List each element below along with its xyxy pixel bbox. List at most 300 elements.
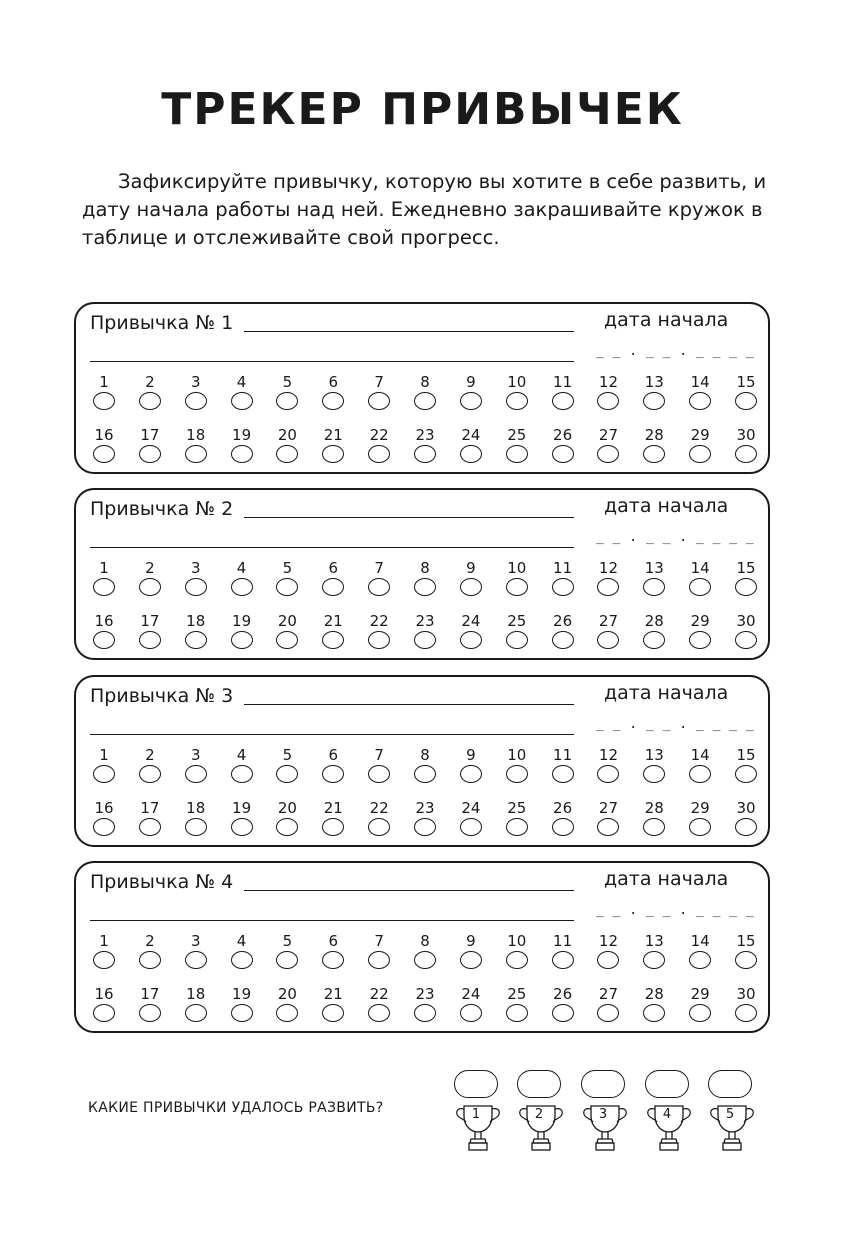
trophy-name-field[interactable] <box>645 1070 689 1098</box>
day-number: 13 <box>644 373 664 391</box>
day-cell <box>181 933 211 977</box>
day-circle[interactable] <box>93 578 115 596</box>
day-number: 6 <box>328 559 339 577</box>
day-cell <box>548 747 578 791</box>
day-number: 14 <box>690 746 710 764</box>
day-cell <box>593 374 623 418</box>
day-number: 4 <box>236 559 247 577</box>
day-number: 1 <box>99 373 109 391</box>
day-number: 12 <box>598 932 618 950</box>
day-number: 24 <box>461 612 481 630</box>
day-cell <box>639 374 669 418</box>
day-number: 16 <box>94 799 114 817</box>
day-cell <box>456 986 486 1030</box>
day-cell <box>456 560 486 604</box>
day-circle[interactable] <box>597 1004 619 1022</box>
day-circle[interactable] <box>322 392 344 410</box>
day-circle[interactable] <box>368 445 390 463</box>
day-number: 8 <box>420 559 430 577</box>
day-cell <box>731 933 761 977</box>
day-cell <box>502 800 532 844</box>
day-circle[interactable] <box>231 578 253 596</box>
day-circle[interactable] <box>368 818 390 836</box>
day-cell <box>685 560 715 604</box>
day-circle[interactable] <box>552 445 574 463</box>
day-circle[interactable] <box>276 578 298 596</box>
day-number: 7 <box>374 559 384 577</box>
day-circle[interactable] <box>689 445 711 463</box>
day-cell <box>272 986 302 1030</box>
day-cell <box>135 933 165 977</box>
day-circle[interactable] <box>231 818 253 836</box>
day-circle[interactable] <box>552 392 574 410</box>
day-circle[interactable] <box>643 578 665 596</box>
day-number: 3 <box>190 746 201 764</box>
day-cell <box>364 427 394 471</box>
day-cell <box>227 986 257 1030</box>
page-title: ТРЕКЕР ПРИВЫЧЕК <box>161 84 684 135</box>
day-number: 3 <box>190 559 201 577</box>
day-circle[interactable] <box>643 765 665 783</box>
day-number: 6 <box>328 373 339 391</box>
day-circle[interactable] <box>231 392 253 410</box>
habit-name-line[interactable] <box>244 331 574 332</box>
day-circle[interactable] <box>185 818 207 836</box>
day-cell <box>548 374 578 418</box>
day-cell <box>548 800 578 844</box>
day-cell <box>548 560 578 604</box>
day-cell <box>639 800 669 844</box>
intro-text: Зафиксируйте привычку, которую вы хотите в себе развить, и дату начала работы над ней. Ежедневно закрашивайте кружок в таблице и отслеживайте свой прогресс. <box>82 170 767 249</box>
day-circle[interactable] <box>139 765 161 783</box>
day-cell <box>410 613 440 657</box>
day-circle[interactable] <box>552 578 574 596</box>
day-cell <box>135 560 165 604</box>
day-circle[interactable] <box>735 578 757 596</box>
day-circle[interactable] <box>735 818 757 836</box>
day-circle[interactable] <box>139 631 161 649</box>
day-circle[interactable] <box>185 951 207 969</box>
day-cell <box>502 560 532 604</box>
day-number: 24 <box>461 985 481 1003</box>
day-number: 1 <box>99 746 109 764</box>
day-row <box>89 427 761 471</box>
day-cell <box>364 613 394 657</box>
day-number: 30 <box>736 612 756 630</box>
day-circle[interactable] <box>139 578 161 596</box>
day-circle[interactable] <box>506 445 528 463</box>
day-number: 18 <box>186 799 206 817</box>
day-number: 14 <box>690 559 710 577</box>
day-circle[interactable] <box>368 1004 390 1022</box>
day-circle[interactable] <box>689 1004 711 1022</box>
day-circle[interactable] <box>597 765 619 783</box>
day-circle[interactable] <box>689 631 711 649</box>
day-cell <box>318 800 348 844</box>
day-number: 1 <box>99 932 109 950</box>
day-circle[interactable] <box>93 631 115 649</box>
day-circle[interactable] <box>139 951 161 969</box>
day-circle[interactable] <box>552 765 574 783</box>
day-circle[interactable] <box>552 631 574 649</box>
day-circle[interactable] <box>643 445 665 463</box>
day-circle[interactable] <box>322 1004 344 1022</box>
day-circle[interactable] <box>276 951 298 969</box>
day-circle[interactable] <box>643 951 665 969</box>
day-circle[interactable] <box>460 765 482 783</box>
day-circle[interactable] <box>93 818 115 836</box>
day-number: 4 <box>236 373 247 391</box>
day-circle[interactable] <box>460 951 482 969</box>
day-circle[interactable] <box>185 445 207 463</box>
habit-name-line[interactable] <box>244 517 574 518</box>
habit-name-line-2[interactable] <box>90 547 574 548</box>
day-cell <box>593 560 623 604</box>
day-cell <box>685 427 715 471</box>
day-cell <box>548 933 578 977</box>
day-circle[interactable] <box>185 765 207 783</box>
day-cell <box>456 800 486 844</box>
day-cell <box>135 747 165 791</box>
day-number: 26 <box>553 612 573 630</box>
day-row <box>89 613 761 657</box>
day-circle[interactable] <box>368 631 390 649</box>
day-cell <box>548 427 578 471</box>
trophy-number: 1 <box>471 1107 481 1122</box>
day-circle[interactable] <box>643 1004 665 1022</box>
day-circle[interactable] <box>322 818 344 836</box>
day-circle[interactable] <box>93 1004 115 1022</box>
day-circle[interactable] <box>689 392 711 410</box>
day-cell <box>410 374 440 418</box>
day-cell <box>410 427 440 471</box>
start-date-field[interactable]: _ _ . _ _ . _ _ _ _ <box>596 903 755 918</box>
day-number: 27 <box>598 612 618 630</box>
day-circle[interactable] <box>460 445 482 463</box>
day-circle[interactable] <box>414 392 436 410</box>
day-number: 24 <box>461 426 481 444</box>
day-circle[interactable] <box>597 951 619 969</box>
day-circle[interactable] <box>139 1004 161 1022</box>
day-cell <box>318 427 348 471</box>
day-number: 5 <box>282 932 293 950</box>
day-circle[interactable] <box>185 392 207 410</box>
day-circle[interactable] <box>552 1004 574 1022</box>
day-circle[interactable] <box>322 631 344 649</box>
day-number: 10 <box>507 746 527 764</box>
day-circle[interactable] <box>735 1004 757 1022</box>
day-number: 27 <box>598 426 618 444</box>
day-cell <box>89 933 119 977</box>
day-number: 25 <box>507 799 527 817</box>
day-cell <box>502 374 532 418</box>
habit-name-line-2[interactable] <box>90 361 574 362</box>
day-circle[interactable] <box>414 1004 436 1022</box>
day-number: 13 <box>644 746 664 764</box>
day-number: 18 <box>186 612 206 630</box>
day-number: 17 <box>140 426 160 444</box>
day-number: 27 <box>598 799 618 817</box>
day-number: 5 <box>282 746 293 764</box>
day-circle[interactable] <box>231 445 253 463</box>
day-circle[interactable] <box>322 578 344 596</box>
day-cell <box>364 933 394 977</box>
trophy-number: 3 <box>598 1107 608 1122</box>
day-number: 22 <box>369 426 389 444</box>
day-circle[interactable] <box>93 951 115 969</box>
day-circle[interactable] <box>506 818 528 836</box>
day-circle[interactable] <box>322 951 344 969</box>
day-number: 2 <box>145 373 155 391</box>
day-circle[interactable] <box>139 392 161 410</box>
day-circle[interactable] <box>414 951 436 969</box>
day-cell <box>639 613 669 657</box>
day-cell <box>502 747 532 791</box>
day-circle[interactable] <box>597 392 619 410</box>
day-number: 16 <box>94 426 114 444</box>
habit-name-line[interactable] <box>244 704 574 705</box>
start-date-field[interactable]: _ _ . _ _ . _ _ _ _ <box>596 530 755 545</box>
day-circle[interactable] <box>735 445 757 463</box>
day-number: 15 <box>736 373 756 391</box>
day-cell <box>639 747 669 791</box>
day-cell <box>364 374 394 418</box>
day-cell <box>318 560 348 604</box>
day-cell <box>593 986 623 1030</box>
day-circle[interactable] <box>93 445 115 463</box>
day-circle[interactable] <box>552 951 574 969</box>
day-cell <box>272 613 302 657</box>
day-number: 6 <box>328 746 339 764</box>
day-number: 3 <box>190 373 201 391</box>
habit-name-line-2[interactable] <box>90 734 574 735</box>
day-cell <box>364 986 394 1030</box>
day-cell <box>181 613 211 657</box>
day-circle[interactable] <box>643 631 665 649</box>
day-row <box>89 800 761 844</box>
day-circle[interactable] <box>643 392 665 410</box>
day-circle[interactable] <box>231 631 253 649</box>
day-circle[interactable] <box>643 818 665 836</box>
trophy-name-field[interactable] <box>517 1070 561 1098</box>
day-number: 20 <box>277 426 297 444</box>
day-circle[interactable] <box>368 392 390 410</box>
day-cell <box>181 986 211 1030</box>
habit-name-line-2[interactable] <box>90 920 574 921</box>
day-cell <box>318 374 348 418</box>
day-cell <box>685 374 715 418</box>
day-cell <box>227 427 257 471</box>
day-number: 27 <box>598 985 618 1003</box>
day-circle[interactable] <box>506 765 528 783</box>
habit-name-line[interactable] <box>244 890 574 891</box>
day-circle[interactable] <box>414 818 436 836</box>
day-cell <box>502 933 532 977</box>
day-circle[interactable] <box>735 631 757 649</box>
day-circle[interactable] <box>689 765 711 783</box>
day-number: 7 <box>374 932 384 950</box>
day-number: 8 <box>420 373 430 391</box>
habit-card <box>74 675 770 847</box>
day-number: 14 <box>690 932 710 950</box>
day-circle[interactable] <box>460 392 482 410</box>
day-circle[interactable] <box>597 631 619 649</box>
day-circle[interactable] <box>414 765 436 783</box>
day-circle[interactable] <box>689 818 711 836</box>
day-circle[interactable] <box>93 392 115 410</box>
day-number: 10 <box>507 559 527 577</box>
day-number: 4 <box>236 932 247 950</box>
day-cell <box>639 933 669 977</box>
day-circle[interactable] <box>735 392 757 410</box>
day-number: 20 <box>277 612 297 630</box>
day-circle[interactable] <box>368 951 390 969</box>
day-circle[interactable] <box>506 578 528 596</box>
day-circle[interactable] <box>231 765 253 783</box>
day-circle[interactable] <box>689 951 711 969</box>
day-number: 8 <box>420 932 430 950</box>
day-cell <box>731 427 761 471</box>
day-circle[interactable] <box>689 578 711 596</box>
day-cell <box>502 613 532 657</box>
start-date-label: дата начала <box>604 495 729 517</box>
day-cell <box>89 986 119 1030</box>
day-circle[interactable] <box>185 578 207 596</box>
habit-label: Привычка № 3 <box>90 685 234 707</box>
day-circle[interactable] <box>276 765 298 783</box>
day-cell <box>456 747 486 791</box>
day-number: 19 <box>232 985 252 1003</box>
day-circle[interactable] <box>460 1004 482 1022</box>
day-circle[interactable] <box>414 631 436 649</box>
day-number: 29 <box>690 612 710 630</box>
start-date-field[interactable]: _ _ . _ _ . _ _ _ _ <box>596 717 755 732</box>
day-circle[interactable] <box>139 818 161 836</box>
day-number: 30 <box>736 799 756 817</box>
day-circle[interactable] <box>460 631 482 649</box>
day-circle[interactable] <box>460 818 482 836</box>
day-number: 15 <box>736 559 756 577</box>
day-number: 12 <box>598 746 618 764</box>
day-cell <box>181 747 211 791</box>
day-circle[interactable] <box>506 1004 528 1022</box>
trophy-name-field[interactable] <box>581 1070 625 1098</box>
day-circle[interactable] <box>231 1004 253 1022</box>
day-cell <box>685 613 715 657</box>
day-circle[interactable] <box>597 578 619 596</box>
day-circle[interactable] <box>93 765 115 783</box>
day-cell <box>685 986 715 1030</box>
day-cell <box>593 427 623 471</box>
day-cell <box>135 986 165 1030</box>
day-cell <box>731 374 761 418</box>
day-circle[interactable] <box>322 445 344 463</box>
day-circle[interactable] <box>276 631 298 649</box>
day-cell <box>135 374 165 418</box>
day-number: 22 <box>369 612 389 630</box>
day-cell <box>410 560 440 604</box>
day-number: 11 <box>553 559 573 577</box>
trophy <box>703 1068 761 1154</box>
day-circle[interactable] <box>276 818 298 836</box>
habit-card <box>74 488 770 660</box>
day-number: 5 <box>282 559 293 577</box>
day-circle[interactable] <box>139 445 161 463</box>
day-cell <box>227 933 257 977</box>
day-number: 21 <box>323 985 343 1003</box>
day-number: 23 <box>415 612 435 630</box>
day-circle[interactable] <box>506 392 528 410</box>
day-cell <box>410 800 440 844</box>
day-circle[interactable] <box>276 392 298 410</box>
day-number: 9 <box>466 373 476 391</box>
day-circle[interactable] <box>185 631 207 649</box>
day-circle[interactable] <box>735 951 757 969</box>
habit-label: Привычка № 4 <box>90 871 234 893</box>
trophy-name-field[interactable] <box>454 1070 498 1098</box>
start-date-field[interactable]: _ _ . _ _ . _ _ _ _ <box>596 344 755 359</box>
day-number: 21 <box>323 799 343 817</box>
day-cell <box>593 747 623 791</box>
trophy-name-field[interactable] <box>708 1070 752 1098</box>
day-number: 19 <box>232 426 252 444</box>
day-number: 23 <box>415 985 435 1003</box>
day-number: 17 <box>140 612 160 630</box>
day-cell <box>135 613 165 657</box>
day-cell <box>272 933 302 977</box>
day-cell <box>685 800 715 844</box>
day-circle[interactable] <box>460 578 482 596</box>
day-number: 19 <box>232 612 252 630</box>
day-row <box>89 747 761 791</box>
day-circle[interactable] <box>185 1004 207 1022</box>
day-number: 10 <box>507 932 527 950</box>
day-circle[interactable] <box>276 445 298 463</box>
day-number: 26 <box>553 799 573 817</box>
day-circle[interactable] <box>597 818 619 836</box>
day-number: 28 <box>644 612 664 630</box>
day-cell <box>364 747 394 791</box>
day-circle[interactable] <box>368 578 390 596</box>
day-cell <box>456 374 486 418</box>
day-circle[interactable] <box>231 951 253 969</box>
day-number: 25 <box>507 612 527 630</box>
day-circle[interactable] <box>506 951 528 969</box>
day-circle[interactable] <box>414 578 436 596</box>
day-cell <box>639 427 669 471</box>
day-number: 23 <box>415 426 435 444</box>
day-circle[interactable] <box>735 765 757 783</box>
day-circle[interactable] <box>368 765 390 783</box>
day-number: 17 <box>140 985 160 1003</box>
day-number: 15 <box>736 932 756 950</box>
day-circle[interactable] <box>276 1004 298 1022</box>
day-cell <box>318 933 348 977</box>
day-number: 7 <box>374 373 384 391</box>
day-number: 25 <box>507 985 527 1003</box>
day-cell <box>89 613 119 657</box>
day-cell <box>593 933 623 977</box>
day-circle[interactable] <box>506 631 528 649</box>
day-circle[interactable] <box>552 818 574 836</box>
day-cell <box>318 613 348 657</box>
day-circle[interactable] <box>414 445 436 463</box>
day-cell <box>135 800 165 844</box>
day-circle[interactable] <box>597 445 619 463</box>
day-circle[interactable] <box>322 765 344 783</box>
trophy <box>449 1068 507 1154</box>
day-cell <box>181 800 211 844</box>
